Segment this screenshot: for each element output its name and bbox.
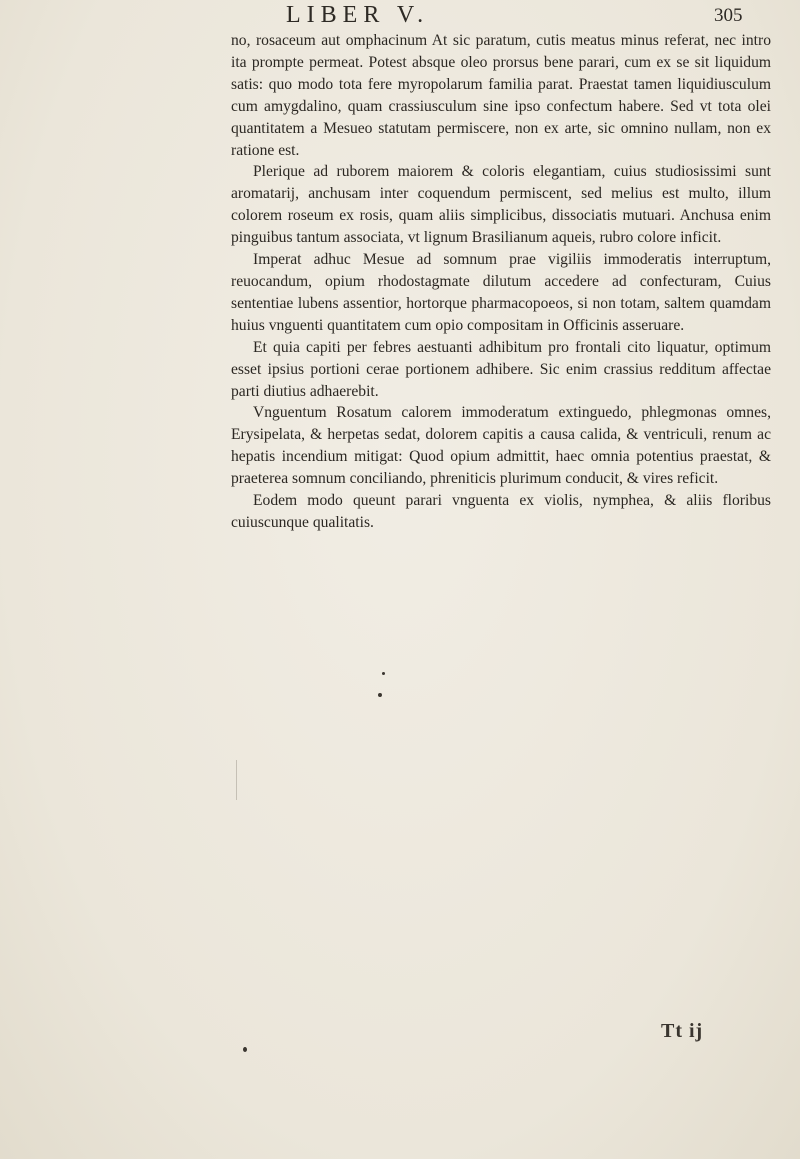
page-number: 305 (714, 5, 743, 26)
running-head: LIBER V. (286, 2, 430, 28)
paper-crease (236, 760, 237, 800)
catchword: Tt ij (661, 1020, 704, 1042)
ink-speck (378, 693, 382, 697)
paragraph: Et quia capiti per febres aestuanti adhibitum pro frontali cito liquatur, optimum esset ipsius portioni cerae portionem adhibere. Sic enim crassius redditum affectae parti diutius adhaerebit. (231, 338, 771, 400)
ink-speck (243, 1047, 247, 1052)
ink-speck (382, 672, 385, 675)
paragraph: no, rosaceum aut omphacinum At sic paratum, cutis meatus minus referat, nec intro ita prompte permeat. Potest absque oleo prorsus bene parari, cum ex se sit liquidum satis: quo modo tota fere myropolarum familia parat. Praestat tamen liquidiusculum cum amygdalino, quam crassiusculum sine ipso confectum habere. Sed vt tota olei quantitatem a Mesueo statutam permiscere, non ex arte, sic omnino nullam, non ex ratione est. (231, 32, 771, 159)
body-text (231, 30, 771, 534)
blank-lower-page (0, 560, 800, 1159)
page-header (0, 2, 800, 32)
paragraph: Imperat adhuc Mesue ad somnum prae vigiliis immoderatis interruptum, reuocandum, opium rhodostagmate dilutum accedere ad confecturam, Cuius sententiae lubens assentior, hortorque pharmacopoeos, si non totam, saltem quamdam huius vnguenti quantitatem cum opio compositam in Officinis asseruare. (231, 251, 771, 334)
paragraph: Eodem modo queunt parari vnguenta ex violis, nymphea, & aliis floribus cuiuscunque qualitatis. (231, 492, 771, 531)
paragraph: Vnguentum Rosatum calorem immoderatum extinguedo, phlegmonas omnes, Erysipelata, & herpetas sedat, dolorem capitis a causa calida, & ventriculi, renum ac hepatis incendium mitigat: Quod opium admittit, haec omnia potentius praestat, & praeterea somnum conciliando, phreniticis plurimum conducit, & vires reficit. (231, 404, 771, 488)
paragraph: Plerique ad ruborem maiorem & coloris elegantiam, cuius studiosissimi sunt aromatarij, anchusam inter coquendum permiscent, sed melius est multo, illum colorem roseum ex rosis, quam aliis simplicibus, dissociatis mutuari. Anchusa enim pinguibus tantum associata, vt lignum Brasilianum aqueis, rubro colore inficit. (231, 163, 771, 247)
